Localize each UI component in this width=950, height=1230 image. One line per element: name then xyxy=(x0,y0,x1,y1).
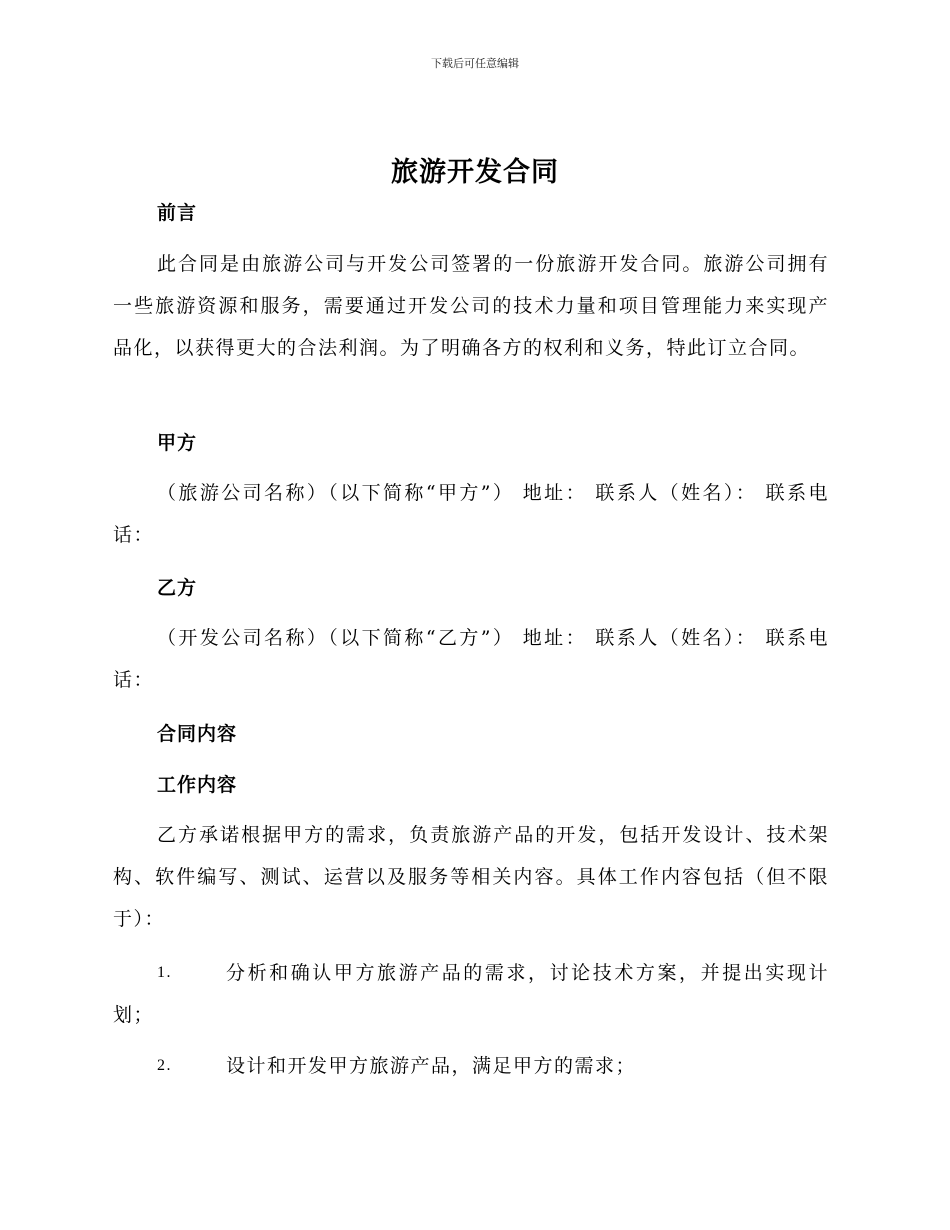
document-title: 旅游开发合同 xyxy=(391,157,559,188)
paragraph-party-b: （开发公司名称）（以下简称“乙方”） 地址： 联系人（姓名）： 联系电话： xyxy=(113,627,829,691)
list-item-text: 分析和确认甲方旅游产品的需求，讨论技术方案，并提出实现计划； xyxy=(113,962,829,1026)
paragraph-work-content: 乙方承诺根据甲方的需求，负责旅游产品的开发，包括开发设计、技术架构、软件编写、测试、运营以及服务等相关内容。具体工作内容包括（但不限于）： xyxy=(113,824,829,930)
list-item-number: 1. xyxy=(157,964,172,981)
list-item-number: 2. xyxy=(157,1057,172,1074)
list-item xyxy=(113,952,829,1036)
heading-party-b: 乙方 xyxy=(157,577,198,599)
header-note: 下载后可任意编辑 xyxy=(431,57,519,70)
heading-contract-content: 合同内容 xyxy=(157,723,238,745)
list-item-text: 设计和开发甲方旅游产品，满足甲方的需求； xyxy=(226,1055,637,1077)
heading-party-a: 甲方 xyxy=(157,432,198,454)
heading-preface: 前言 xyxy=(157,202,198,224)
list-item xyxy=(113,1045,829,1087)
heading-work-content: 工作内容 xyxy=(157,774,238,796)
paragraph-preface: 此合同是由旅游公司与开发公司签署的一份旅游开发合同。旅游公司拥有一些旅游资源和服务，需要通过开发公司的技术力量和项目管理能力来实现产品化，以获得更大的合法利润。为了明确各方的权利和义务，特此订立合同。 xyxy=(113,253,829,359)
paragraph-party-a: （旅游公司名称）（以下简称“甲方”） 地址： 联系人（姓名）： 联系电话： xyxy=(113,482,829,546)
